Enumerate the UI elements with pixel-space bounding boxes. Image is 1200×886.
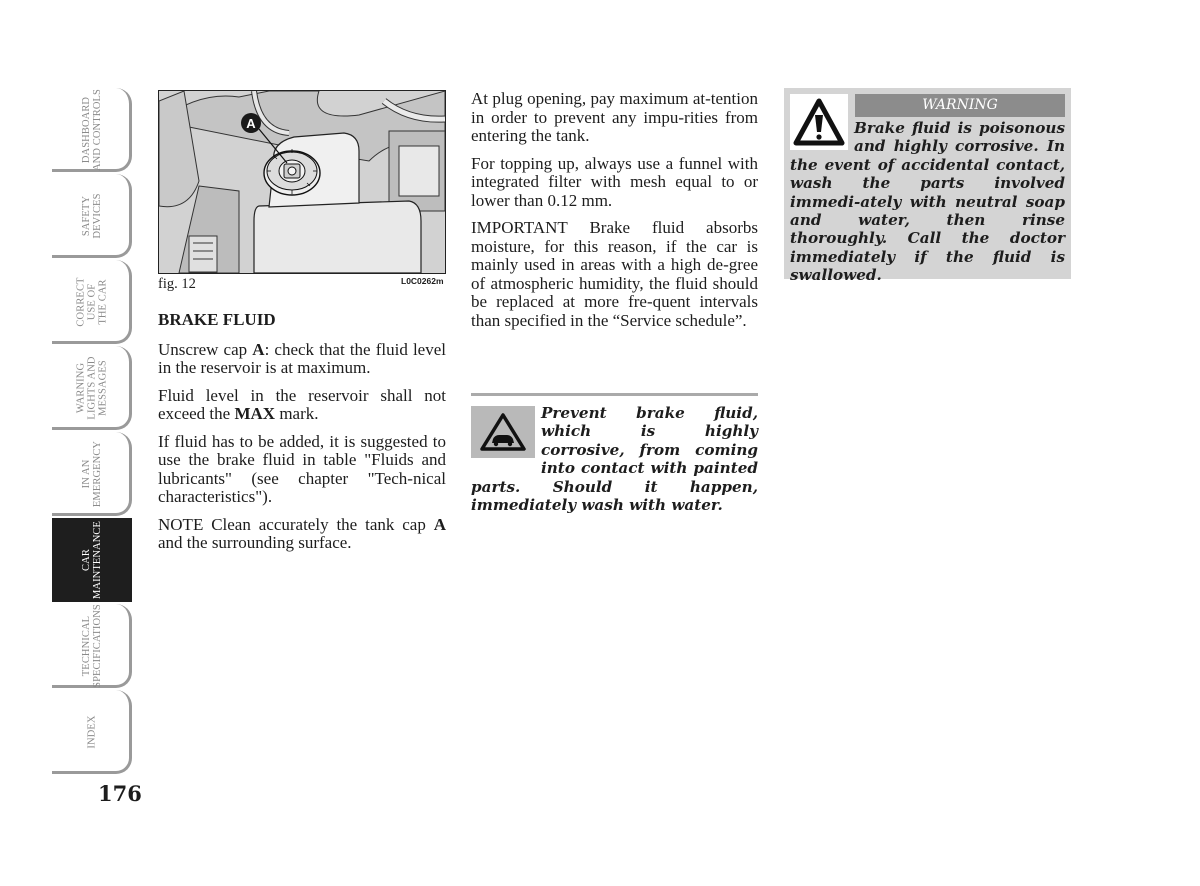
warning-text: Brake fluid is poisonous and highly corrosive. In the event of accidental contact, wash the parts involved immedi-ately with neutral soap and water, then rinse thoroughly. Call the doctor immediately if the fluid is swallowed.	[790, 119, 1065, 285]
tab-label: IN AN EMERGENCY	[81, 440, 103, 508]
tab-in-an-emergency[interactable]	[52, 432, 132, 516]
paragraph-fluid-level: Fluid level in the reservoir shall not exceed the MAX mark.	[158, 385, 446, 423]
section-heading: BRAKE FLUID	[158, 310, 276, 329]
warning-title: WARNING	[855, 94, 1065, 117]
tab-correct-use-of-the-car[interactable]	[52, 260, 132, 344]
tab-dashboard-and-controls[interactable]	[52, 88, 132, 172]
paragraph-unscrew-cap: Unscrew cap A: check that the fluid level in the reservoir is at maximum.	[158, 339, 446, 377]
callout-a: A	[246, 116, 256, 131]
figure-code: L0C0262m	[401, 276, 444, 286]
paragraph-fluid-added: If fluid has to be added, it is suggested to use the brake fluid in table "Fluids and lubricants" (see chapter "Tech-nical characteristics").	[158, 431, 446, 506]
tab-label: CAR MAINTENANCE	[81, 520, 103, 600]
tab-label: INDEX	[86, 715, 98, 749]
warning-box	[784, 88, 1071, 285]
paragraph-topping-up: For topping up, always use a funnel with integrated filter with mesh equal to or lower than 0.12 mm.	[471, 153, 758, 210]
caution-box	[471, 393, 758, 514]
figure-caption: fig. 12	[158, 276, 196, 292]
paragraph-note: NOTE Clean accurately the tank cap A and the surrounding surface.	[158, 514, 446, 552]
tab-label: SAFETY DEVICES	[81, 193, 103, 239]
engine-bay-drawing	[159, 91, 445, 273]
tab-safety-devices[interactable]	[52, 174, 132, 258]
tab-label: DASHBOARD AND CONTROLS	[81, 89, 103, 171]
tab-label: TECHNICAL SPECIFICATIONS	[81, 604, 103, 688]
tab-car-maintenance[interactable]	[52, 518, 132, 602]
paragraph-important: IMPORTANT Brake fluid absorbs moisture, for this reason, if the car is mainly used in areas with a high de-gree of atmospheric humidity, the fluid should be replaced at more fre-quent intervals than specified in the “Service schedule”.	[471, 218, 758, 330]
tab-label: CORRECT USE OF THE CAR	[75, 277, 109, 327]
brake-fluid-section	[158, 311, 446, 562]
page-number: 176	[98, 781, 142, 806]
tab-index[interactable]	[52, 690, 132, 774]
exclamation-triangle-icon	[790, 94, 848, 150]
caution-text: Prevent brake fluid, which is highly corrosive, from coming into contact with painted parts. Should it happen, immediately wash with water.	[471, 404, 758, 515]
brake-reservoir-illustration	[158, 90, 446, 274]
paragraph-plug-opening: At plug opening, pay maximum at-tention in order to prevent any impu-rities from entering the tank.	[471, 89, 758, 145]
car-paint-warning-icon	[471, 406, 535, 458]
tab-technical-specifications[interactable]	[52, 604, 132, 688]
column-two	[471, 90, 758, 339]
tab-label: WARNING LIGHTS AND MESSAGES	[75, 356, 109, 420]
tab-warning-lights-and-messages[interactable]	[52, 346, 132, 430]
